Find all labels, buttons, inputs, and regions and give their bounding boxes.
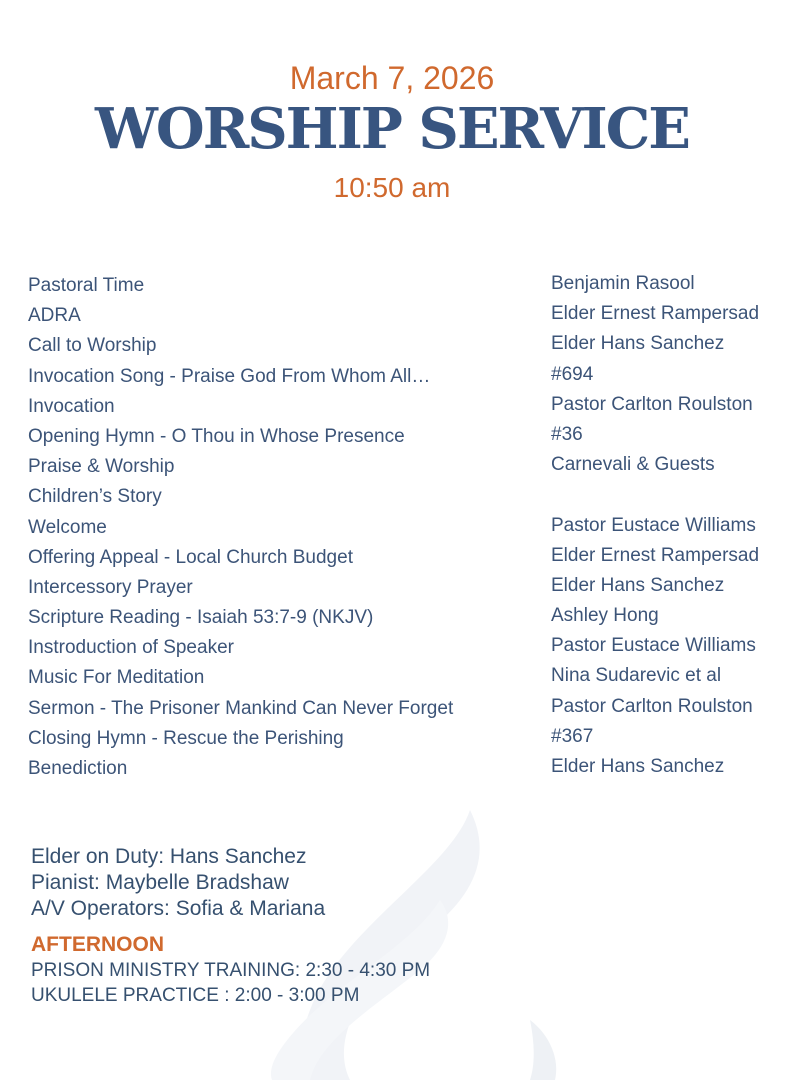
afternoon-heading: AFTERNOON	[31, 933, 164, 956]
program-person: #367	[551, 725, 594, 747]
program-person: Pastor Carlton Roulston	[551, 393, 753, 415]
program-people-column	[551, 269, 759, 782]
program-person: Elder Hans Sanchez	[551, 756, 725, 777]
pianist: Pianist: Maybelle Bradshaw	[31, 871, 289, 894]
program-item: Invocation	[28, 395, 115, 417]
page-title: WORSHIP SERVICE	[95, 96, 689, 162]
program-item: Closing Hymn - Rescue the Perishing	[28, 727, 344, 749]
program-item: Intercessory Prayer	[28, 576, 193, 598]
afternoon-announcement: PRISON MINISTRY TRAINING: 2:30 - 4:30 PM	[31, 960, 431, 981]
program-person: Pastor Eustace Williams	[551, 635, 756, 657]
program-person	[551, 480, 759, 510]
program-person: Elder Ernest Rampersad	[551, 303, 760, 325]
elder-on-duty: Elder on Duty: Hans Sanchez	[31, 845, 307, 868]
program-person: Pastor Eustace Williams	[551, 514, 756, 536]
program-person: Ashley Hong	[551, 605, 659, 627]
service-time: 10:50 am	[333, 172, 451, 203]
program-item: ADRA	[28, 305, 81, 327]
program-item: Sermon - The Prisoner Mankind Can Never Forget	[28, 697, 454, 719]
program-item: Benediction	[28, 758, 128, 779]
program-item: Pastoral Time	[28, 275, 145, 296]
program-person: #694	[551, 363, 594, 385]
program-person: Elder Ernest Rampersad	[551, 544, 760, 566]
program-item: Instroduction of Speaker	[28, 637, 234, 659]
program-item: Offering Appeal - Local Church Budget	[28, 546, 353, 568]
program-person: Elder Hans Sanchez	[551, 574, 725, 596]
program-item: Invocation Song - Praise God From Whom All…	[28, 365, 431, 387]
program-item: Scripture Reading - Isaiah 53:7-9 (NKJV)	[28, 607, 374, 629]
afternoon-announcement: UKULELE PRACTICE : 2:00 - 3:00 PM	[31, 985, 360, 1006]
footer-info	[31, 844, 430, 1008]
program-item: Praise & Worship	[28, 456, 175, 478]
program-person: Carnevali & Guests	[551, 454, 715, 476]
program-person: Elder Hans Sanchez	[551, 333, 725, 355]
program-items-column	[28, 271, 453, 784]
program-item: Call to Worship	[28, 335, 157, 357]
program-item: Children’s Story	[28, 486, 162, 508]
program-person: Benjamin Rasool	[551, 273, 695, 294]
program-person: Nina Sudarevic et al	[551, 665, 722, 687]
av-operators: A/V Operators: Sofia & Mariana	[31, 897, 326, 920]
program-person: Pastor Carlton Roulston	[551, 695, 753, 717]
program-person: #36	[551, 423, 583, 445]
program-item: Opening Hymn - O Thou in Whose Presence	[28, 425, 405, 447]
program-item: Music For Meditation	[28, 667, 205, 689]
service-date: March 7, 2026	[289, 60, 495, 96]
program-item: Welcome	[28, 516, 107, 538]
